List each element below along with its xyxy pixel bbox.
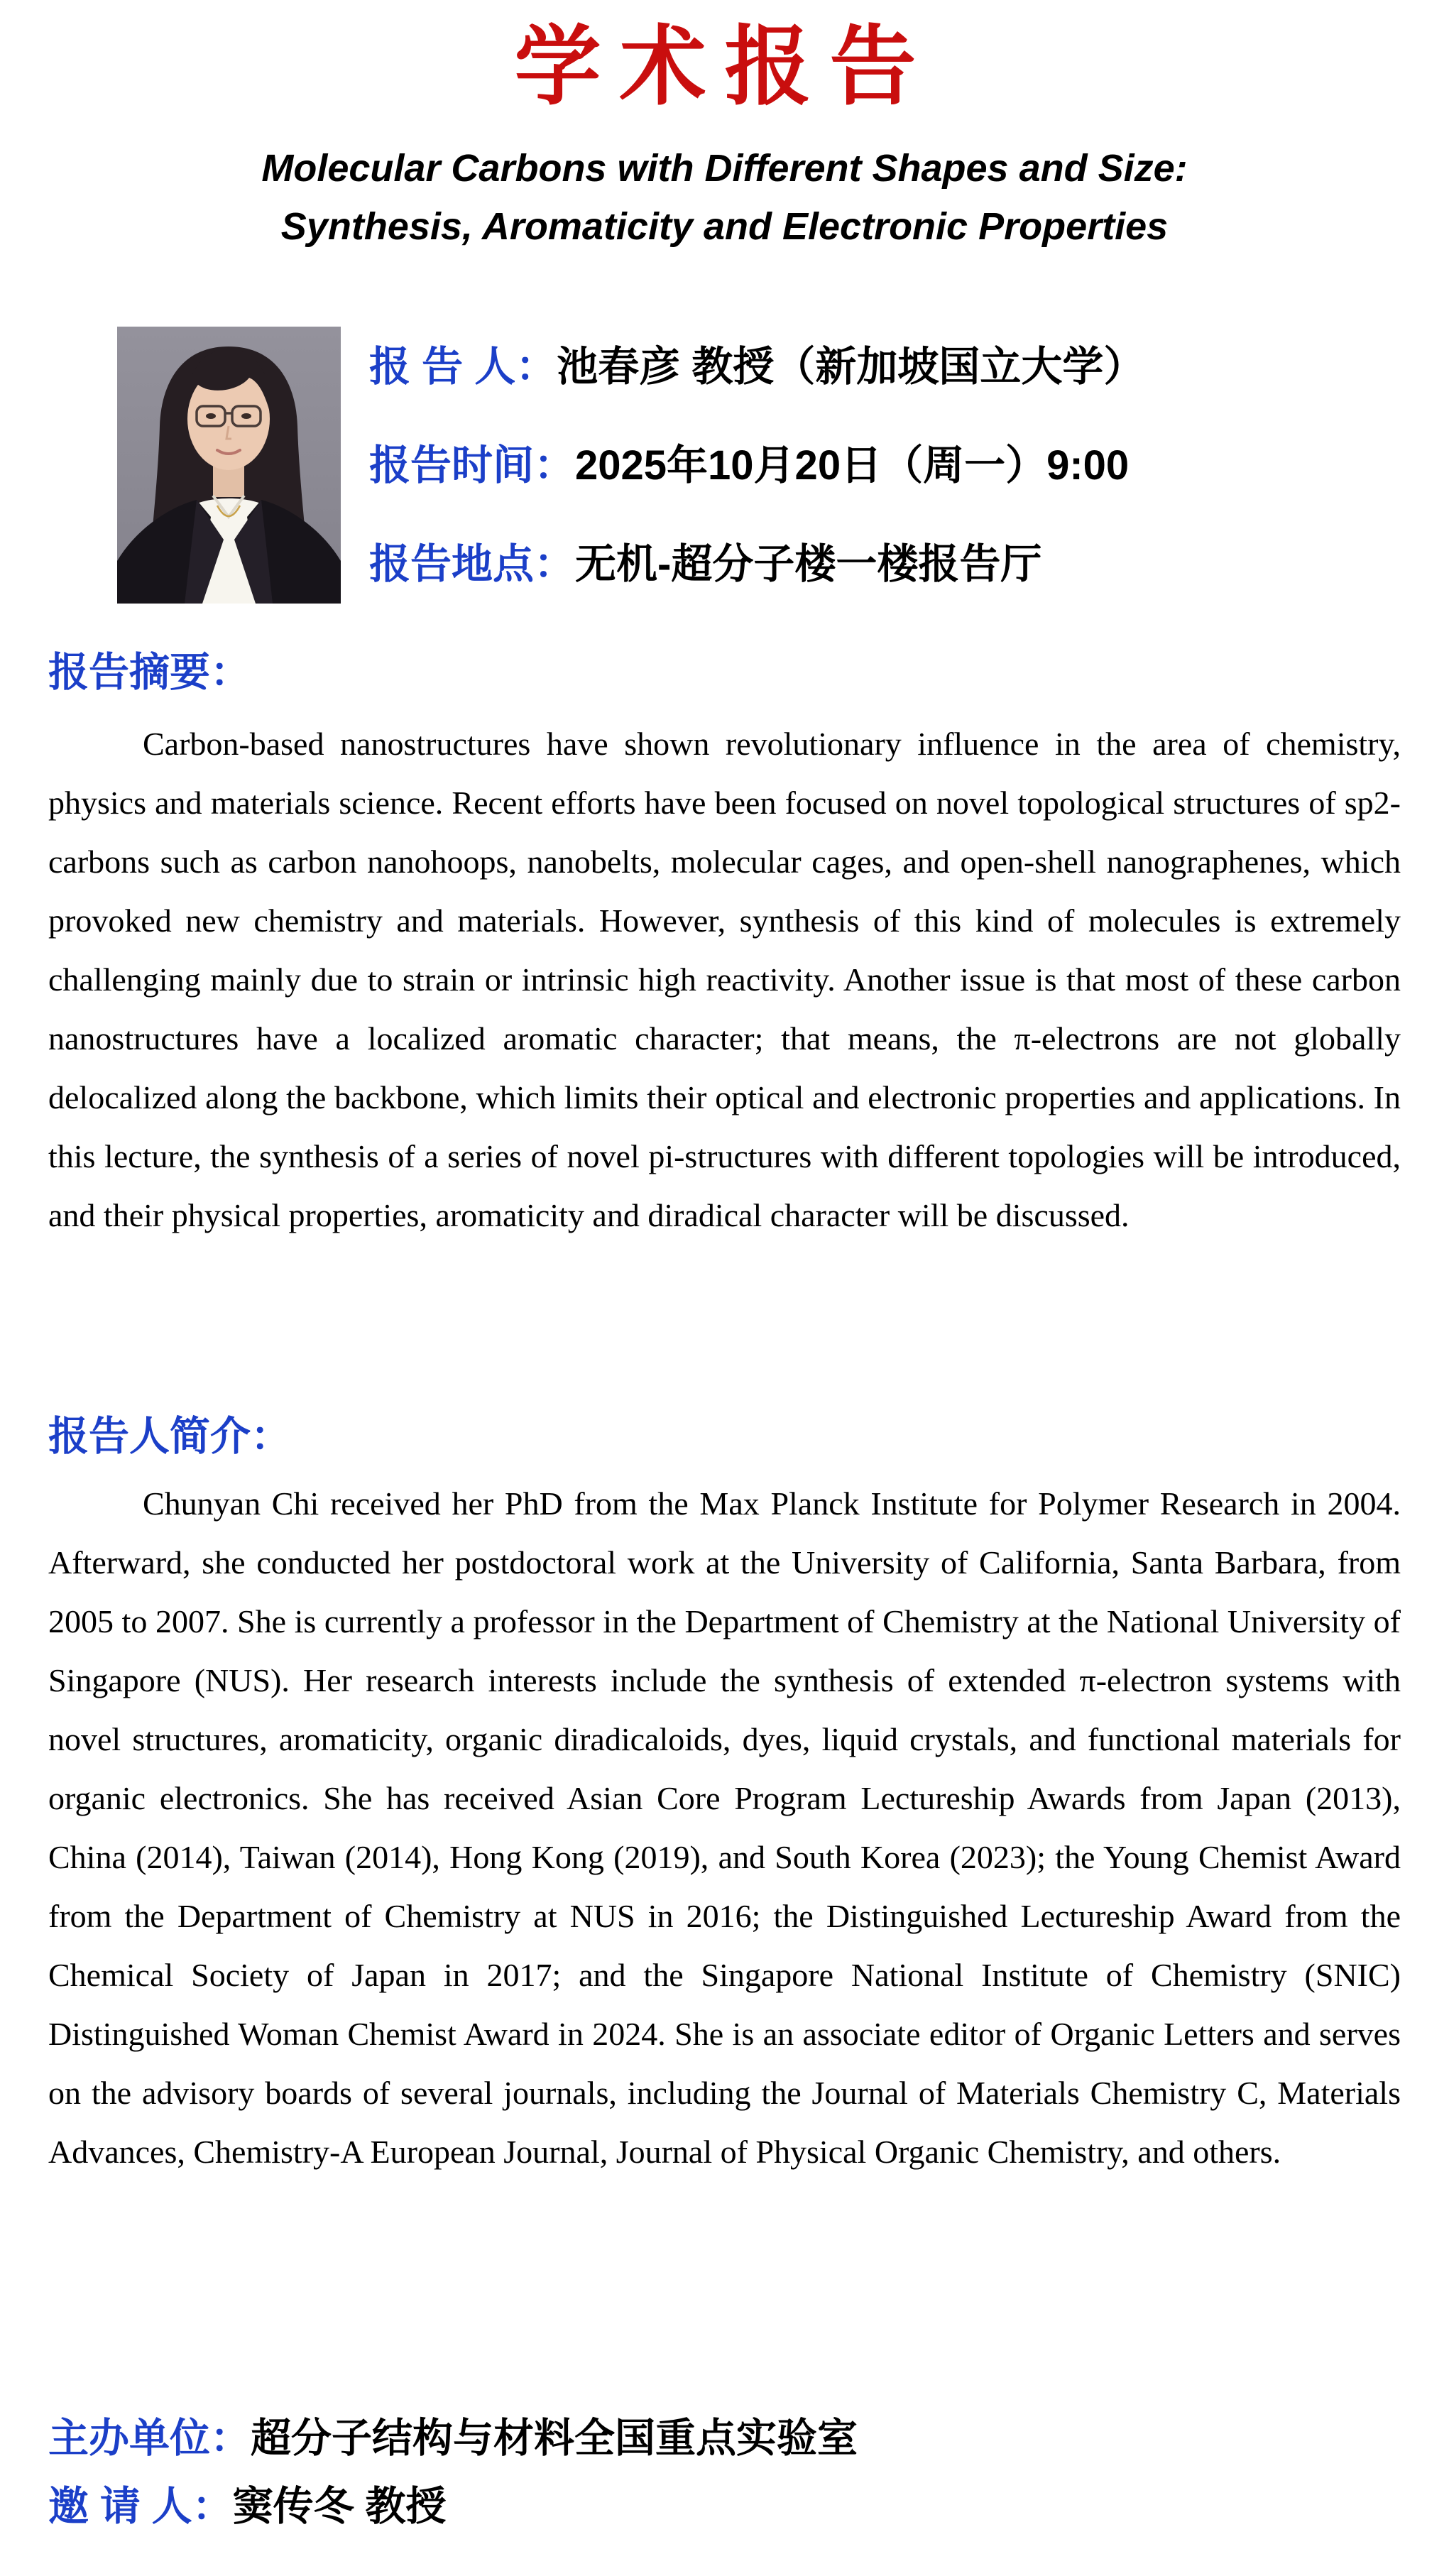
inviter-row: [48, 2481, 447, 2532]
speaker-photo: [117, 327, 341, 604]
left-eye: [206, 413, 216, 419]
host-value: 超分子结构与材料全国重点实验室: [251, 2416, 858, 2461]
host-label: 主办单位：: [48, 2416, 251, 2461]
time-value: 2025年10月20日（周一）9:00: [575, 442, 1130, 489]
subtitle-line-2: Synthesis, Aromaticity and Electronic Properties: [280, 205, 1169, 248]
time-label: 报告时间：: [369, 442, 576, 489]
time-row: [369, 441, 1144, 491]
speaker-info-block: [369, 342, 1144, 589]
bio-paragraph: Chunyan Chi received her PhD from the Max Planck Institute for Polymer Research in 2004. Afterward, she conducted her postdoctoral work at the University of California, Santa Barbara, from 2005 to 2007. She is currently a professor in the Department of Chemistry at the National University of Singapore (NUS). Her research interests include the synthesis of extended π-electron systems with novel structures, aromaticity, organic diradicaloids, dyes, liquid crystals, and functional materials for organic electronics. She has received Asian Core Program Lectureship Awards from Japan (2013), China (2014), Taiwan (2014), Hong Kong (2019), and South Korea (2023); the Young Chemist Award from the Department of Chemistry at NUS in 2016; the Distinguished Lectureship Award from the Chemical Society of Japan in 2017; and the Singapore National Institute of Chemistry (SNIC) Distinguished Woman Chemist Award in 2024. She is an associate editor of Organic Letters and serves on the advisory boards of several journals, including the Journal of Materials Chemistry C, Materials Advances, Chemistry-A European Journal, Journal of Physical Organic Chemistry, and others.: [48, 1485, 1401, 2170]
speaker-value: 池春彦 教授（新加坡国立大学）: [557, 344, 1145, 390]
speaker-row: [369, 342, 1144, 392]
poster-subtitle: [0, 139, 1449, 256]
location-row: [369, 540, 1144, 589]
location-value: 无机-超分子楼一楼报告厅: [575, 541, 1042, 587]
inviter-label: 邀 请 人：: [48, 2484, 233, 2529]
location-label: 报告地点：: [369, 541, 576, 587]
inviter-value: 窦传冬 教授: [232, 2484, 447, 2529]
host-row: [48, 2413, 858, 2464]
subtitle-line-1: Molecular Carbons with Different Shapes and Size:: [261, 147, 1188, 190]
abstract-paragraph: Carbon-based nanostructures have shown revolutionary influence in the area of chemistry, physics and materials science. Recent efforts have been focused on novel topological structures of sp2-carbons such as carbon nanohoops, nanobelts, molecular cages, and open-shell nanographenes, which provoked new chemistry and materials. However, synthesis of this kind of molecules is extremely challenging mainly due to strain or intrinsic high reactivity. Another issue is that most of these carbon nanostructures have a localized aromatic character; that means, the π-electrons are not globally delocalized along the backbone, which limits their optical and electronic properties and applications. In this lecture, the synthesis of a series of novel pi-structures with different topologies will be introduced, and their physical properties, aromaticity and diradical character will be discussed.: [48, 726, 1401, 1233]
bio-heading: 报告人简介：: [48, 1414, 291, 1459]
poster-title: 学术报告: [514, 15, 935, 117]
speaker-label: 报 告 人：: [369, 344, 557, 390]
abstract-heading: 报告摘要：: [48, 650, 251, 695]
right-eye: [241, 413, 251, 419]
